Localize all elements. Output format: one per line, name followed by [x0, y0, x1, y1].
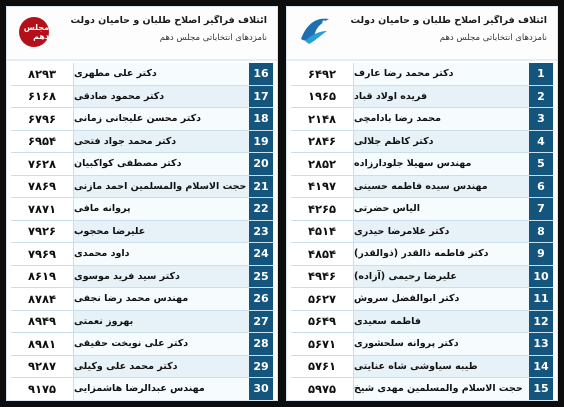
candidate-number: 23 [249, 221, 273, 243]
candidate-name: علیرضا محجوب [74, 221, 249, 243]
divider [278, 0, 286, 407]
candidate-code: ۲۸۴۶ [291, 131, 354, 153]
candidate-name: الیاس حضرتی [354, 198, 529, 220]
candidate-name: فریده اولاد قباد [354, 86, 529, 108]
table-row [11, 288, 273, 311]
candidate-code: ۶۹۵۴ [11, 131, 74, 153]
candidate-code: ۶۴۹۲ [291, 63, 354, 85]
bird-logo-icon [297, 13, 333, 49]
candidate-number: 20 [249, 153, 273, 175]
candidate-name: مهندس محمد رضا نجفی [74, 288, 249, 310]
candidate-name: دکتر علی نوبخت حقیقی [74, 333, 249, 355]
candidate-number: 21 [249, 176, 273, 198]
coalition-title: ائتلاف فراگیر اصلاح طلبان و حامیان دولت [70, 15, 267, 26]
candidate-code: ۷۹۶۹ [11, 243, 74, 265]
candidate-code: ۴۲۶۵ [291, 198, 354, 220]
table-row [291, 131, 553, 154]
candidate-code: ۶۷۹۶ [11, 108, 74, 130]
candidate-name: دکتر محمد جواد فتحی [74, 131, 249, 153]
candidate-code: ۱۹۶۵ [291, 86, 354, 108]
candidate-name: دکتر مصطفی کواکبیان [74, 153, 249, 175]
candidate-code: ۵۶۴۹ [291, 311, 354, 333]
candidate-number: 1 [529, 63, 553, 85]
candidate-name: علیرضا رحیمی (آزاده) [354, 266, 529, 288]
table-row [11, 266, 273, 289]
table-row [291, 266, 553, 289]
table-row [291, 176, 553, 199]
candidate-name: دکتر غلامرضا حیدری [354, 221, 529, 243]
candidate-code: ۷۹۲۶ [11, 221, 74, 243]
panel-header [287, 7, 557, 61]
candidate-number: 27 [249, 311, 273, 333]
table-row [291, 108, 553, 131]
candidate-code: ۷۸۷۱ [11, 198, 74, 220]
candidate-name: مهندس سیده فاطمه حسینی [354, 176, 529, 198]
table-row [11, 63, 273, 86]
table-row [291, 311, 553, 334]
table-row [11, 333, 273, 356]
candidate-code: ۸۹۴۹ [11, 311, 74, 333]
candidate-name: دکتر کاظم جلالی [354, 131, 529, 153]
election-subtitle: نامزدهای انتخاباتی مجلس دهم [439, 33, 547, 43]
table-row [291, 243, 553, 266]
candidate-number: 13 [529, 333, 553, 355]
candidate-table [291, 63, 553, 396]
table-row [11, 243, 273, 266]
candidate-code: ۴۵۱۴ [291, 221, 354, 243]
candidate-number: 11 [529, 288, 553, 310]
candidate-code: ۵۶۲۷ [291, 288, 354, 310]
candidate-code: ۹۲۸۷ [11, 356, 74, 378]
candidate-number: 26 [249, 288, 273, 310]
candidate-number: 5 [529, 153, 553, 175]
candidate-number: 25 [249, 266, 273, 288]
candidate-name: حجت الاسلام والمسلمین مهدی شیخ [354, 378, 529, 400]
candidate-name: مهندس عبدالرضا هاشمزایی [74, 378, 249, 400]
table-row [11, 221, 273, 244]
candidate-code: ۶۱۶۸ [11, 86, 74, 108]
table-row [11, 86, 273, 109]
candidate-code: ۸۶۱۹ [11, 266, 74, 288]
table-row [291, 63, 553, 86]
candidate-name: دکتر محمود صادقی [74, 86, 249, 108]
candidate-number: 8 [529, 221, 553, 243]
candidate-number: 28 [249, 333, 273, 355]
candidate-number: 7 [529, 198, 553, 220]
candidate-number: 19 [249, 131, 273, 153]
candidate-name: دکتر ابوالفضل سروش [354, 288, 529, 310]
candidate-number: 14 [529, 356, 553, 378]
table-row [11, 131, 273, 154]
candidate-code: ۵۹۷۵ [291, 378, 354, 400]
candidate-number: 16 [249, 63, 273, 85]
candidate-code: ۹۱۷۵ [11, 378, 74, 400]
candidate-number: 4 [529, 131, 553, 153]
candidate-name: طیبه سیاوشی شاه عنایتی [354, 356, 529, 378]
table-row [11, 176, 273, 199]
candidate-name: مهندس سهیلا جلودارزاده [354, 153, 529, 175]
candidate-code: ۷۸۶۹ [11, 176, 74, 198]
candidate-code: ۵۶۷۱ [291, 333, 354, 355]
candidate-code: ۲۸۵۲ [291, 153, 354, 175]
table-row [11, 198, 273, 221]
candidate-name: دکتر سید فرید موسوی [74, 266, 249, 288]
table-row [11, 108, 273, 131]
candidate-number: 15 [529, 378, 553, 400]
candidate-name: بهروز نعمتی [74, 311, 249, 333]
table-row [291, 221, 553, 244]
candidate-list-panel-left [6, 6, 278, 401]
candidate-name: فاطمه سعیدی [354, 311, 529, 333]
candidate-code: ۷۶۲۸ [11, 153, 74, 175]
candidate-list-panel-right [286, 6, 558, 401]
candidate-number: 6 [529, 176, 553, 198]
candidate-name: دکتر فاطمه ذالقدر (ذوالقدر) [354, 243, 529, 265]
candidate-number: 2 [529, 86, 553, 108]
candidate-code: ۲۱۴۸ [291, 108, 354, 130]
candidate-number: 30 [249, 378, 273, 400]
candidate-number: 18 [249, 108, 273, 130]
candidate-number: 24 [249, 243, 273, 265]
table-row [291, 86, 553, 109]
candidate-name: محمد رضا بادامچی [354, 108, 529, 130]
table-row [11, 356, 273, 379]
candidate-code: ۸۹۸۱ [11, 333, 74, 355]
candidate-name: دکتر علی مطهری [74, 63, 249, 85]
candidate-number: 29 [249, 356, 273, 378]
table-row [291, 333, 553, 356]
candidate-number: 12 [529, 311, 553, 333]
table-row [291, 153, 553, 176]
candidate-code: ۵۷۶۱ [291, 356, 354, 378]
table-row [291, 378, 553, 401]
table-row [291, 198, 553, 221]
candidate-code: ۸۲۹۳ [11, 63, 74, 85]
candidate-number: 17 [249, 86, 273, 108]
panel-header [7, 7, 277, 61]
candidate-code: ۸۷۸۴ [11, 288, 74, 310]
candidate-code: ۴۸۵۴ [291, 243, 354, 265]
candidate-name: حجت الاسلام والمسلمین احمد مازنی [74, 176, 249, 198]
table-row [11, 311, 273, 334]
candidate-name: دکتر محسن علیجانی زمانی [74, 108, 249, 130]
candidate-name: دکتر محمد رضا عارف [354, 63, 529, 85]
candidate-number: 22 [249, 198, 273, 220]
candidate-name: دکتر پروانه سلحشوری [354, 333, 529, 355]
candidate-table [11, 63, 273, 396]
candidate-code: ۴۱۹۷ [291, 176, 354, 198]
candidate-number: 3 [529, 108, 553, 130]
table-row [291, 288, 553, 311]
candidate-name: پروانه مافی [74, 198, 249, 220]
candidate-name: داود محمدی [74, 243, 249, 265]
candidate-number: 9 [529, 243, 553, 265]
candidate-number: 10 [529, 266, 553, 288]
candidate-code: ۴۹۴۶ [291, 266, 354, 288]
table-row [291, 356, 553, 379]
coalition-title: ائتلاف فراگیر اصلاح طلبان و حامیان دولت [350, 15, 547, 26]
red-seal-icon: مجلس دهم [19, 17, 49, 47]
election-subtitle: نامزدهای انتخاباتی مجلس دهم [159, 33, 267, 43]
table-row [11, 378, 273, 401]
candidate-name: دکتر محمد علی وکیلی [74, 356, 249, 378]
table-row [11, 153, 273, 176]
